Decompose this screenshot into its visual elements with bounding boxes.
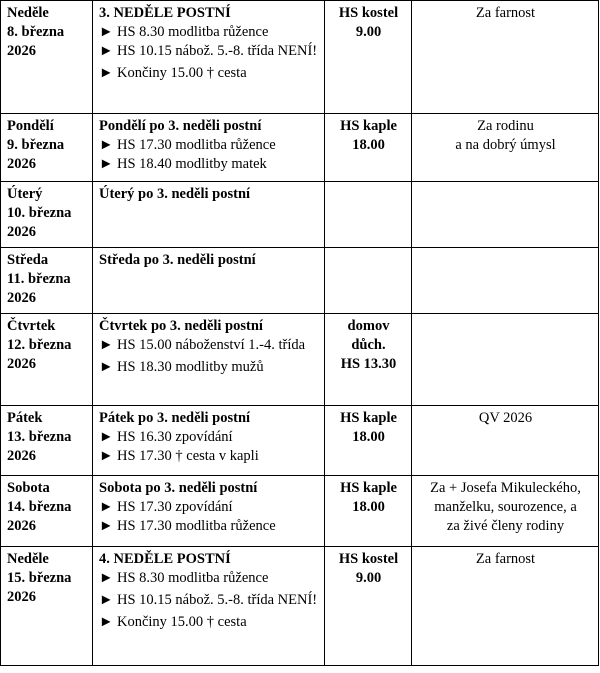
day-date: 15. března — [7, 570, 72, 586]
schedule-row-3 — [1, 182, 599, 248]
schedule-row-1 — [1, 1, 599, 114]
mass-place: HS kostel — [338, 551, 399, 567]
event-item: ► HS 16.30 zpovídání — [99, 429, 233, 445]
mass-place-time-cell — [325, 182, 412, 248]
day-name: Neděle — [7, 551, 49, 567]
day-cell — [1, 114, 93, 182]
day-year: 2026 — [7, 43, 36, 59]
event-item: ► HS 8.30 modlitba růžence — [99, 24, 269, 40]
day-name: Sobota — [7, 480, 50, 496]
events-cell — [93, 248, 325, 314]
schedule-row-6 — [1, 406, 599, 476]
day-name: Čtvrtek — [7, 318, 56, 334]
day-name: Pátek — [7, 410, 43, 426]
event-item: ► Končiny 15.00 † cesta — [99, 65, 247, 81]
schedule-row-4 — [1, 248, 599, 314]
day-year: 2026 — [7, 356, 36, 372]
mass-intention-cell — [412, 114, 599, 182]
event-item: ► HS 18.40 modlitby matek — [99, 156, 267, 172]
day-cell — [1, 248, 93, 314]
mass-time: 18.00 — [352, 137, 385, 153]
events-cell — [93, 114, 325, 182]
schedule-body — [1, 1, 599, 666]
mass-time: HS 13.30 — [340, 356, 397, 372]
schedule-row-8 — [1, 547, 599, 666]
day-year: 2026 — [7, 156, 36, 172]
mass-intention: za živé členy rodiny — [446, 518, 565, 534]
event-item: ► HS 10.15 nábož. 5.-8. třída NENÍ! — [99, 43, 318, 59]
mass-place: HS kaple — [340, 480, 397, 496]
mass-intention-cell — [412, 547, 599, 666]
day-year: 2026 — [7, 290, 36, 306]
mass-intention: Za + Josefa Mikuleckého, — [430, 480, 581, 496]
liturgical-day-title: Pondělí po 3. neděli postní — [99, 118, 262, 134]
day-date: 11. března — [7, 271, 71, 287]
mass-time: 18.00 — [352, 429, 385, 445]
liturgical-day-title: Pátek po 3. neděli postní — [99, 410, 251, 426]
liturgical-day-title: 4. NEDĚLE POSTNÍ — [99, 551, 231, 567]
mass-intention-cell — [412, 182, 599, 248]
mass-time: 9.00 — [355, 24, 382, 40]
day-year: 2026 — [7, 448, 36, 464]
mass-place: důch. — [351, 337, 386, 353]
day-date: 12. března — [7, 337, 72, 353]
day-year: 2026 — [7, 224, 36, 240]
day-name: Pondělí — [7, 118, 54, 134]
event-item: ► HS 18.30 modlitby mužů — [99, 359, 264, 375]
day-cell — [1, 547, 93, 666]
event-item: ► HS 17.30 zpovídání — [99, 499, 233, 515]
mass-intention: manželku, sourozence, a — [434, 499, 577, 515]
mass-place: domov — [347, 318, 390, 334]
mass-intention: QV 2026 — [478, 410, 533, 426]
day-name: Středa — [7, 252, 49, 268]
mass-intention: a na dobrý úmysl — [455, 137, 556, 153]
event-item: ► HS 8.30 modlitba růžence — [99, 570, 269, 586]
events-cell — [93, 547, 325, 666]
mass-time: 18.00 — [352, 499, 385, 515]
mass-intention: Za farnost — [475, 551, 536, 567]
day-cell — [1, 1, 93, 114]
day-cell — [1, 314, 93, 406]
mass-place-time-cell — [325, 547, 412, 666]
mass-place-time-cell — [325, 476, 412, 547]
day-cell — [1, 182, 93, 248]
day-date: 10. března — [7, 205, 72, 221]
schedule-row-7 — [1, 476, 599, 547]
events-cell — [93, 406, 325, 476]
mass-place: HS kaple — [340, 410, 397, 426]
event-item: ► HS 17.30 modlitba růžence — [99, 518, 276, 534]
day-date: 8. března — [7, 24, 65, 40]
day-date: 9. března — [7, 137, 65, 153]
mass-place-time-cell — [325, 1, 412, 114]
liturgical-day-title: Úterý po 3. neděli postní — [99, 186, 251, 202]
day-name: Úterý — [7, 186, 43, 202]
liturgical-day-title: Středa po 3. neděli postní — [99, 252, 256, 268]
event-item: ► Končiny 15.00 † cesta — [99, 614, 247, 630]
day-name: Neděle — [7, 5, 49, 21]
event-item: ► HS 17.30 modlitba růžence — [99, 137, 276, 153]
mass-place: HS kaple — [340, 118, 397, 134]
day-year: 2026 — [7, 589, 36, 605]
events-cell — [93, 314, 325, 406]
event-item: ► HS 10.15 nábož. 5.-8. třída NENÍ! — [99, 592, 318, 608]
mass-place-time-cell — [325, 406, 412, 476]
event-item: ► HS 17.30 † cesta v kapli — [99, 448, 259, 464]
schedule-row-5 — [1, 314, 599, 406]
liturgical-day-title: 3. NEDĚLE POSTNÍ — [99, 5, 231, 21]
day-date: 14. března — [7, 499, 72, 515]
day-cell — [1, 406, 93, 476]
event-item: ► HS 15.00 náboženství 1.-4. třída — [99, 337, 306, 353]
liturgical-day-title: Čtvrtek po 3. neděli postní — [99, 318, 263, 334]
mass-place-time-cell — [325, 314, 412, 406]
mass-intention: Za farnost — [475, 5, 536, 21]
events-cell — [93, 476, 325, 547]
mass-place-time-cell — [325, 248, 412, 314]
day-year: 2026 — [7, 518, 36, 534]
schedule-row-2 — [1, 114, 599, 182]
mass-intention: Za rodinu — [477, 118, 534, 134]
mass-place: HS kostel — [338, 5, 399, 21]
day-date: 13. března — [7, 429, 72, 445]
events-cell — [93, 182, 325, 248]
mass-intention-cell — [412, 476, 599, 547]
day-cell — [1, 476, 93, 547]
mass-intention-cell — [412, 1, 599, 114]
mass-intention-cell — [412, 248, 599, 314]
mass-time: 9.00 — [355, 570, 382, 586]
mass-intention-cell — [412, 314, 599, 406]
mass-intention-cell — [412, 406, 599, 476]
liturgical-day-title: Sobota po 3. neděli postní — [99, 480, 258, 496]
mass-place-time-cell — [325, 114, 412, 182]
events-cell — [93, 1, 325, 114]
